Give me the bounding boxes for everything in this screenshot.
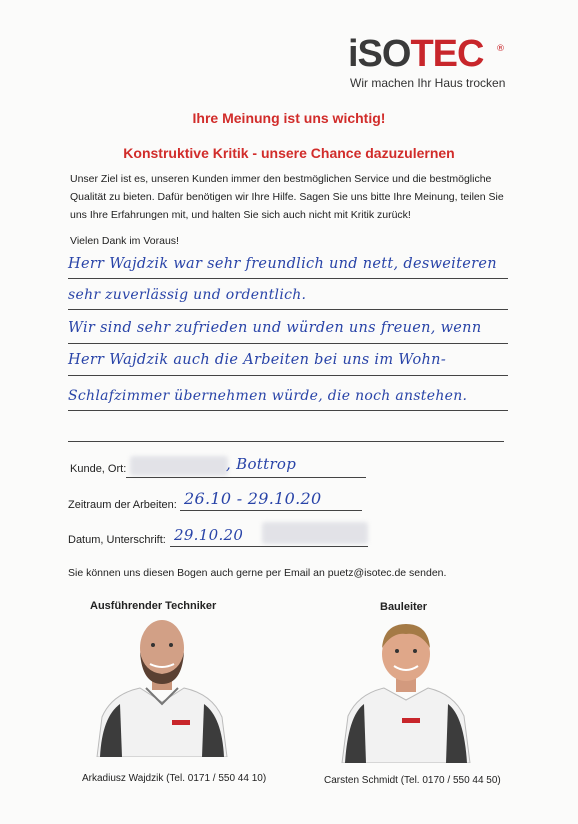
writing-line — [68, 441, 504, 442]
writing-line — [68, 410, 508, 411]
writing-line — [68, 309, 508, 310]
redacted-name — [130, 456, 228, 476]
technician-role: Ausführender Techniker — [90, 600, 217, 612]
writing-line — [68, 375, 508, 376]
handwriting-line: Herr Wajdzik war sehr freundlich und nett, desweiteren — [68, 256, 497, 272]
page-heading: Ihre Meinung ist uns wichtig! — [192, 110, 386, 126]
technician-photo — [92, 612, 232, 757]
handwriting-line: sehr zuverlässig und ordentlich. — [68, 287, 307, 303]
datum-underline — [170, 546, 368, 547]
manager-role: Bauleiter — [380, 601, 428, 613]
zeitraum-label: Zeitraum der Arbeiten: — [68, 499, 177, 511]
zeitraum-value: 26.10 - 29.10.20 — [184, 489, 322, 508]
handwriting-line: Schlafzimmer übernehmen würde, die noch anstehen. — [68, 388, 468, 404]
kunde-underline — [126, 477, 366, 478]
datum-label: Datum, Unterschrift: — [68, 534, 166, 546]
writing-line — [68, 278, 508, 279]
isotec-logo — [340, 30, 505, 98]
kunde-value: , Bottrop — [226, 455, 297, 473]
handwriting-line: Wir sind sehr zufrieden und würden uns freuen, wenn — [68, 320, 482, 336]
logo-registered-mark: ® — [496, 44, 505, 54]
thanks-text: Vielen Dank im Voraus! — [70, 235, 179, 247]
handwriting-line: Herr Wajdzik auch die Arbeiten bei uns im Wohn- — [68, 352, 447, 368]
logo-wordmark: iSOTEC — [348, 33, 484, 75]
technician-caption: Arkadiusz Wajdzik (Tel. 0171 / 550 44 10) — [82, 773, 267, 784]
datum-value: 29.10.20 — [174, 526, 244, 544]
writing-line — [68, 343, 508, 344]
page-subheading: Konstruktive Kritik - unsere Chance dazuzulernen — [123, 145, 455, 161]
intro-text: Unser Ziel ist es, unseren Kunden immer den bestmöglichen Service und die bestmögliche Qualität zu bieten. Dafür benötigen wir Ihre Hilfe. Sagen Sie uns bitte Ihre Meinung, teilen Sie uns Ihre Erfahrungen mit, und halten Sie sich auch nicht mit Kritik zurück! — [70, 173, 504, 221]
zeitraum-underline — [180, 510, 362, 511]
manager-caption: Carsten Schmidt (Tel. 0170 / 550 44 50) — [324, 775, 501, 786]
kunde-label: Kunde, Ort: — [70, 463, 127, 475]
manager-photo — [340, 618, 472, 763]
redacted-signature — [262, 522, 368, 544]
email-note: Sie können uns diesen Bogen auch gerne per Email an puetz@isotec.de senden. — [68, 567, 447, 579]
logo-slogan: Wir machen Ihr Haus trocken — [350, 76, 506, 90]
